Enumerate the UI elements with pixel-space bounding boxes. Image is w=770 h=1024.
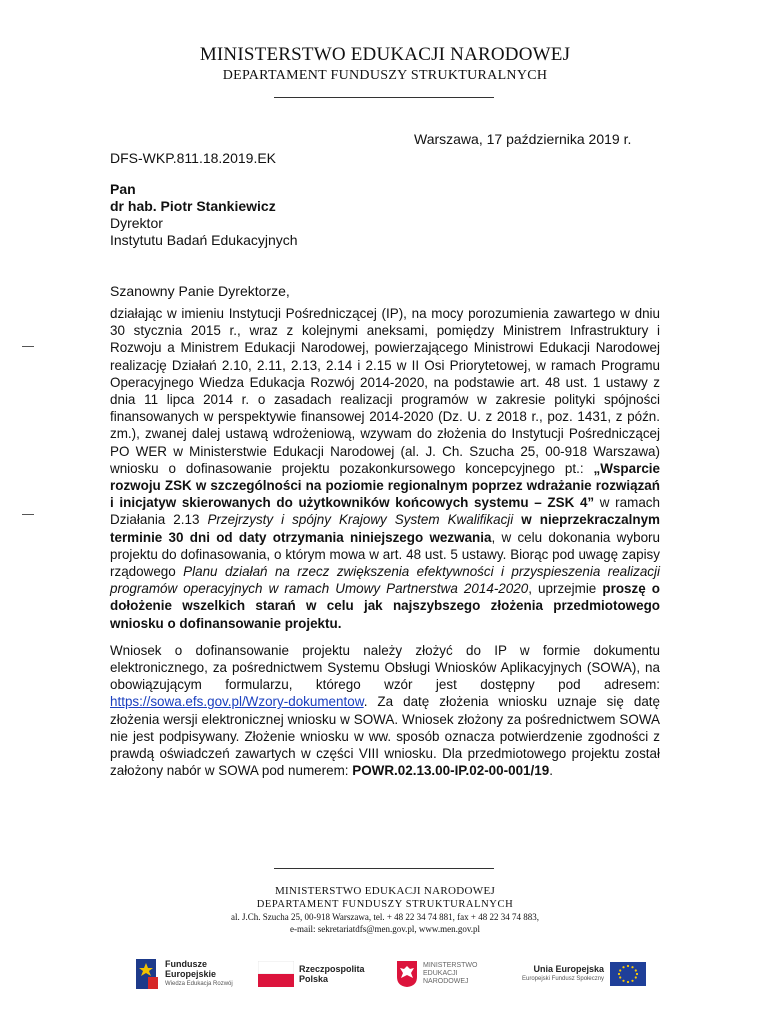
header-department: DEPARTAMENT FUNDUSZY STRUKTURALNYCH [222,68,548,83]
fe-star-icon [134,957,160,991]
header-divider [274,97,494,98]
men-line1: MINISTERSTWO [423,962,478,969]
p2-text-3: . [549,763,553,779]
footer-address: al. J.Ch. Szucha 25, 00-918 Warszawa, tel. + 48 22 34 74 881, fax + 48 22 34 74 883, [231,912,539,922]
men-line2: EDUKACJI [423,970,458,977]
request-text: proszę o dołożenie wszelkich starań w celu jak najszybszego złożenia przedmiotowego wniosku o dofinansowanie projektu. [110,581,660,631]
recipient-institution: Instytutu Badań Edukacyjnych [110,232,298,248]
paragraph-2 [110,642,660,780]
p1-text-4: , uprzejmie [528,581,603,597]
rp-line2: Polska [299,974,329,984]
p2-text-1: Wniosek o dofinansowanie projektu należy złożyć do IP w formie dokumentu elektronicznego, za pośrednictwem Systemu Obsługi Wniosków Aplikacyjnych (SOWA), na obowiązującym formularzu, którego wzór jest dostępny pod adresem: [110,642,660,693]
eu-flag-icon [610,962,646,986]
paragraph-1 [110,305,660,632]
eagle-emblem-icon [396,960,418,988]
p1-text-2: w ramach Działania 2.13 [110,495,660,528]
call-number: POWR.02.13.00-IP.02-00-001/19 [352,763,550,779]
plan-name: Planu działań na rzecz zwiększenia efektywności i przyspieszenia realizacji programów operacyjnych w ramach Umowy Partnerstwa 2014-2020 [110,564,660,597]
polish-flag-icon [258,961,294,987]
recipient-name: dr hab. Piotr Stankiewicz [110,198,276,214]
fundusze-europejskie-logo [134,950,233,998]
project-title: „Wsparcie rozwoju ZSK w szczególności na poziomie regionalnym poprzez wdrażanie rozwiązań i inicjatyw skierowanych do użytkowników końcowych systemu – ZSK 4” [110,460,660,511]
letter-body [110,305,660,789]
sowa-link[interactable]: https://sowa.efs.gov.pl/Wzory-dokumentow [110,694,364,710]
footer-department: DEPARTAMENT FUNDUSZY STRUKTURALNYCH [256,899,514,910]
fe-line2: Europejskie [165,969,217,979]
margin-mark [22,514,34,515]
ue-line2: Europejski Fundusz Społeczny [522,976,605,982]
footer-contact: e-mail: sekretariatdfs@men.gov.pl, www.men.gov.pl [290,924,480,934]
fe-line3: Wiedza Edukacja Rozwój [165,981,233,987]
header-ministry: MINISTERSTWO EDUKACJI NARODOWEJ [199,44,571,65]
unia-europejska-logo [522,950,646,998]
rzeczpospolita-logo [258,950,365,998]
p1-text-3: , w celu dokonania wyboru projektu do dofinasowania, o którym mowa w art. 48 ust. 5 ustawy. Biorąc pod uwagę zapisy rządowego [110,529,661,580]
men-logo [396,950,477,998]
footer-divider [274,868,494,869]
p1-text-1: działając w imieniu Instytucji Pośredniczącej (IP), na mocy porozumienia zawartego w dniu 30 stycznia 2015 r., wraz z kolejnymi aneksami, pomiędzy Ministrem Infrastruktury i Rozwoju a Ministrem Edukacji Narodowej, powierzającego Ministrowi Edukacji Narodowej realizację Działań 2.10, 2.11, 2.13, 2.14 i 2.15 w II Osi Priorytetowej, w ramach Programu Operacyjnego Wiedza Edukacja Rozwój 2014-2020, na podstawie art. 48 ust. 1 ustawy z dnia 11 lipca 2014 r. o zasadach realizacji programów w zakresie polityki spójności finansowanych w perspektywie finansowej 2014-2020 (Dz. U. z 2018 r., poz. 1431, z późn. zm.), zwanej dalej ustawą wdrożeniową, wzywam do złożenia do Instytucji Pośredniczącej PO WER w Ministerstwie Edukacji Narodowej (al. J. Ch. Szucha 25, 00-918 Warszawa) wniosku o dofinasowanie projektu pozakonkursowego koncepcyjnego pt.: [110,306,660,476]
deadline-text: w nieprzekraczalnym terminie 30 dni od daty otrzymania niniejszego wezwania [110,512,660,545]
letter-date: Warszawa, 17 października 2019 r. [414,131,632,147]
ue-line1: Unia Europejska [533,964,605,974]
men-line3: NARODOWEJ [423,978,469,985]
footer-ministry: MINISTERSTWO EDUKACJI NARODOWEJ [274,885,496,897]
recipient-position: Dyrektor [110,215,163,231]
letter-signature: DFS-WKP.811.18.2019.EK [110,150,277,166]
p2-text-2: . Za datę złożenia wniosku uznaje się datę złożenia wersji elektronicznej wniosku w SOWA. Wniosek złożony za pośrednictwem SOWA nie jest podpisywany. Złożenie wniosku w ww. sposób oznacza potwierdzenie zgodności z prawdą oświadczeń zawartych w części VIII wniosku. Dla przedmiotowego projektu został założony nabór w SOWA pod numerem: [110,694,660,779]
rp-line1: Rzeczpospolita [299,964,365,974]
fe-line1: Fundusze [165,959,207,969]
recipient-block [110,181,298,249]
margin-mark [22,346,34,347]
recipient-salutation: Pan [110,181,136,197]
greeting: Szanowny Panie Dyrektorze, [110,283,290,299]
action-name: Przejrzysty i spójny Krajowy System Kwalifikacji [207,512,514,528]
